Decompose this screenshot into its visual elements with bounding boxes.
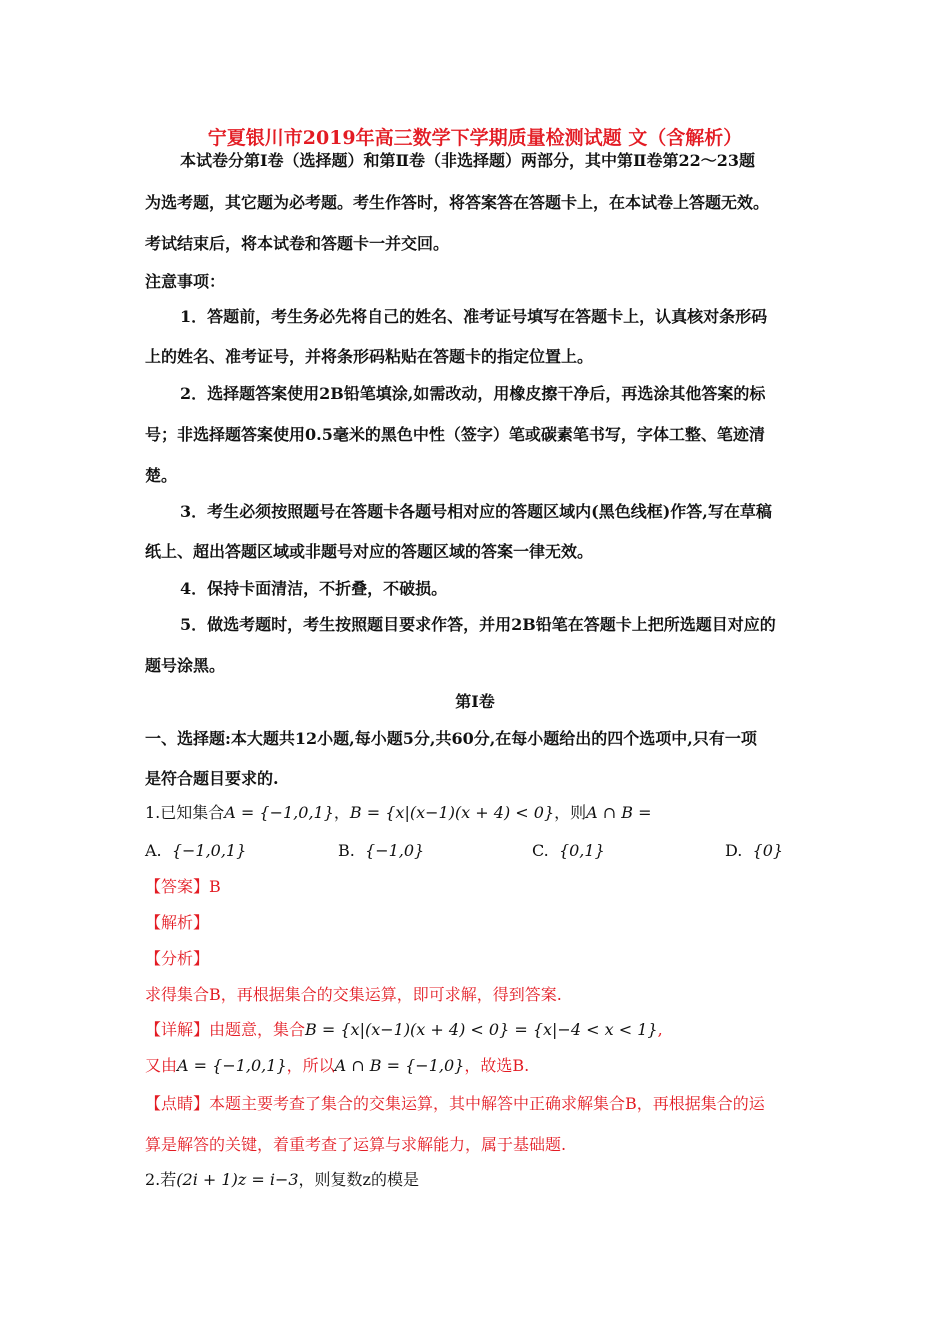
intro-line-1: 本试卷分第Ⅰ卷（选择题）和第Ⅱ卷（非选择题）两部分，其中第Ⅱ卷第22～23题 bbox=[180, 151, 755, 170]
option-b-letter: B. bbox=[338, 841, 355, 860]
answer-line bbox=[145, 876, 221, 898]
answer-label: 【答案】 bbox=[145, 877, 210, 896]
question-2-expression: (2i + 1)z = i−3 bbox=[176, 1170, 299, 1189]
detail-2-end: ，故选B. bbox=[464, 1056, 530, 1075]
volume-heading: 第Ⅰ卷 bbox=[455, 692, 495, 711]
section-heading-line-2: 是符合题目要求的. bbox=[145, 769, 279, 788]
analysis-label: 【解析】 bbox=[145, 913, 210, 932]
option-c-value: {0,1} bbox=[558, 841, 605, 860]
option-c-letter: C. bbox=[532, 841, 549, 860]
detail-2-expression-2: A ∩ B = {−1,0} bbox=[334, 1056, 465, 1075]
option-d-letter: D. bbox=[725, 841, 743, 860]
fenxi-label: 【分析】 bbox=[145, 949, 210, 968]
note-2-line-3: 楚。 bbox=[145, 466, 178, 485]
detail-line-1 bbox=[145, 1019, 663, 1041]
intro-line-2: 为选考题，其它题为必考题。考生作答时，将答案答在答题卡上，在本试卷上答题无效。 bbox=[145, 193, 770, 212]
question-2-stem bbox=[145, 1169, 419, 1191]
set-a-expression: A = {−1,0,1} bbox=[224, 803, 334, 822]
fenxi-text: 求得集合B，再根据集合的交集运算，即可求解，得到答案. bbox=[145, 985, 562, 1004]
option-c bbox=[532, 840, 605, 862]
comment-line-1 bbox=[145, 1093, 765, 1115]
set-b-expression: B = {x|(x−1)(x + 4) < 0} bbox=[349, 803, 555, 822]
option-a-value: {−1,0,1} bbox=[171, 841, 247, 860]
option-d bbox=[725, 840, 783, 862]
question-2-prefix: 2.若 bbox=[145, 1170, 177, 1189]
note-4: 4．保持卡面清洁，不折叠，不破损。 bbox=[180, 579, 448, 598]
section-heading-line-1: 一、选择题:本大题共12小题,每小题5分,共60分,在每小题给出的四个选项中,只有一项 bbox=[145, 729, 757, 748]
intro-line-3: 考试结束后，将本试卷和答题卡一并交回。 bbox=[145, 234, 450, 253]
detail-end: , bbox=[657, 1020, 663, 1039]
option-a bbox=[145, 840, 246, 862]
detail-line-2 bbox=[145, 1055, 529, 1077]
detail-2-mid: ，所以 bbox=[286, 1056, 335, 1075]
question-2-suffix: ，则复数z的模是 bbox=[298, 1170, 419, 1189]
comment-line-2: 算是解答的关键，着重考查了运算与求解能力，属于基础题. bbox=[145, 1135, 567, 1154]
note-5-line-1: 5．做选考题时，考生按照题目要求作答，并用2B铅笔在答题卡上把所选题目对应的 bbox=[180, 615, 776, 634]
notes-heading: 注意事项： bbox=[145, 272, 226, 291]
detail-prefix: 由题意，集合 bbox=[209, 1020, 306, 1039]
comment-text-1: 本题主要考查了集合的交集运算，其中解答中正确求解集合B，再根据集合的运 bbox=[209, 1094, 765, 1113]
detail-2-prefix: 又由 bbox=[145, 1056, 178, 1075]
option-d-value: {0} bbox=[752, 841, 784, 860]
question-1-separator: ， bbox=[333, 803, 350, 822]
note-1-line-1: 1．答题前，考生务必先将自己的姓名、准考证号填写在答题卡上，认真核对条形码 bbox=[180, 307, 768, 326]
note-2-line-2: 号；非选择题答案使用0.5毫米的黑色中性（签字）笔或碳素笔书写，字体工整、笔迹清 bbox=[145, 425, 765, 444]
question-1-ask-expression: A ∩ B = bbox=[586, 803, 652, 822]
note-3-line-1: 3．考生必须按照题号在答题卡各题号相对应的答题区域内(黑色线框)作答,写在草稿 bbox=[180, 502, 772, 521]
detail-label: 【详解】 bbox=[145, 1020, 210, 1039]
note-5-line-2: 题号涂黑。 bbox=[145, 656, 226, 675]
detail-expression: B = {x|(x−1)(x + 4) < 0} = {x|−4 < x < 1} bbox=[305, 1020, 658, 1039]
question-1-prefix: 1.已知集合 bbox=[145, 803, 225, 822]
option-a-letter: A. bbox=[145, 841, 162, 860]
note-3-line-2: 纸上、超出答题区域或非题号对应的答题区域的答案一律无效。 bbox=[145, 542, 594, 561]
question-1-stem bbox=[145, 802, 652, 824]
note-2-line-1: 2．选择题答案使用2B铅笔填涂,如需改动，用橡皮擦干净后，再选涂其他答案的标 bbox=[180, 384, 766, 403]
question-1-ask-prefix: ，则 bbox=[554, 803, 587, 822]
detail-2-expression-1: A = {−1,0,1} bbox=[177, 1056, 287, 1075]
option-b bbox=[338, 840, 424, 862]
note-1-line-2: 上的姓名、准考证号，并将条形码粘贴在答题卡的指定位置上。 bbox=[145, 347, 594, 366]
comment-label: 【点睛】 bbox=[145, 1094, 210, 1113]
option-b-value: {−1,0} bbox=[365, 841, 425, 860]
answer-value: B bbox=[209, 877, 221, 896]
document-title: 宁夏银川市2019年高三数学下学期质量检测试题 文（含解析） bbox=[207, 127, 743, 149]
